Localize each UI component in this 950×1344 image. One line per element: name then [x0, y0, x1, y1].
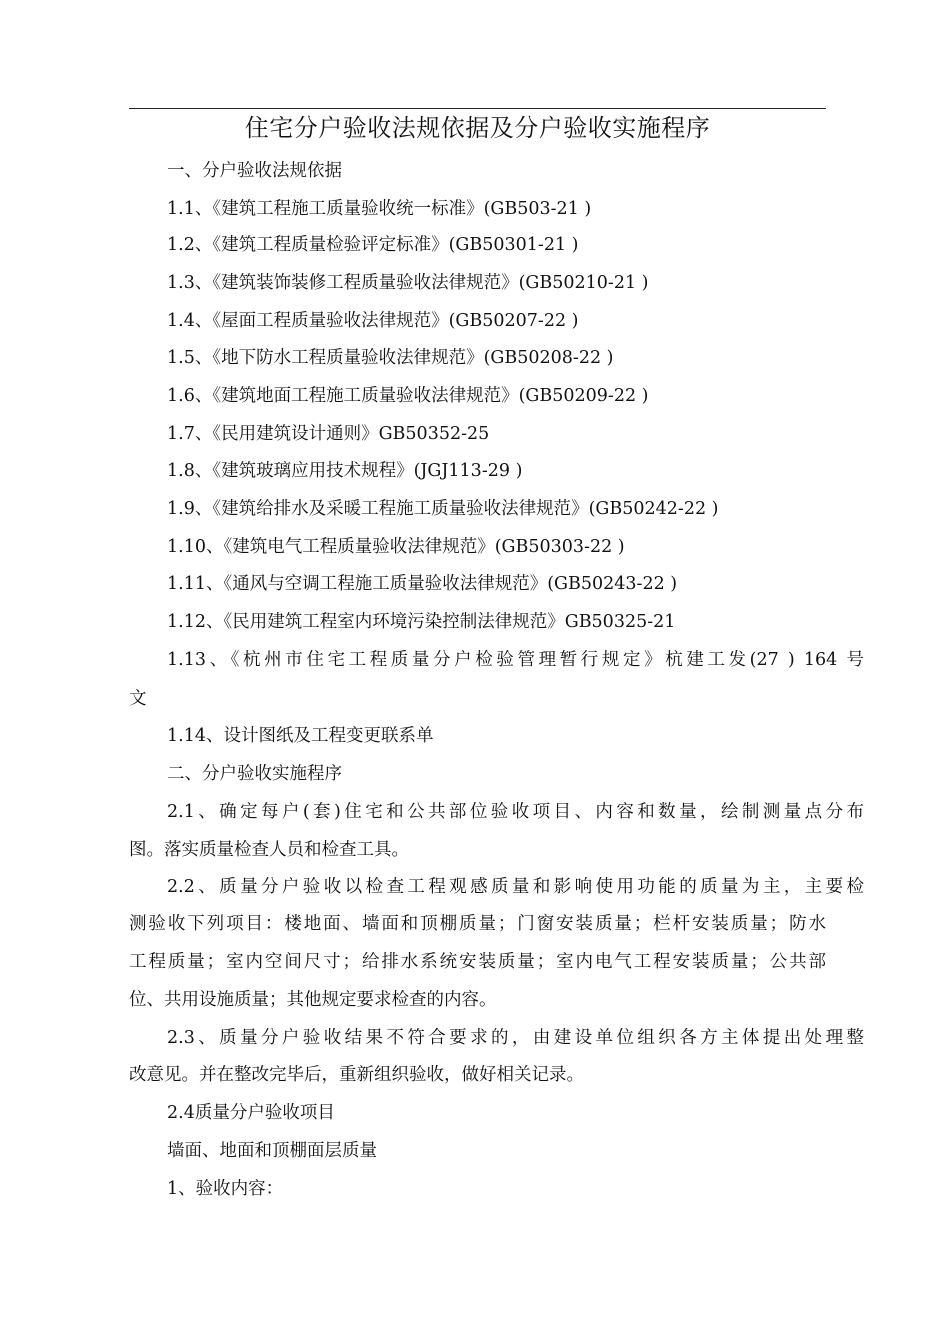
paragraph-line: 1、验收内容： — [167, 1179, 284, 1199]
page-title: 住宅分户验收法规依据及分户验收实施程序 — [244, 114, 711, 142]
section-heading-2: 二、分户验收实施程序 — [167, 764, 342, 784]
paragraph-line: 位、共用设施质量；其他规定要求检查的内容。 — [129, 990, 497, 1010]
list-item: 1.10、《建筑电气工程质量验收法律规范》(GB50303-22 ) — [167, 537, 625, 557]
paragraph-line: 2.1、确定每户(套)住宅和公共部位验收项目、内容和数量，绘制测量点分布 — [167, 802, 864, 822]
paragraph-line: 改意见。并在整改完毕后，重新组织验收，做好相关记录。 — [129, 1065, 584, 1085]
list-item-continuation: 文 — [129, 689, 147, 709]
list-item: 1.13、《杭州市住宅工程质量分户检验管理暂行规定》杭建工发(27 ) 164 号 — [167, 650, 864, 670]
list-item: 1.2、《建筑工程质量检验评定标准》(GB50301-21 ) — [167, 235, 579, 255]
list-item: 1.12、《民用建筑工程室内环境污染控制法律规范》GB50325-21 — [167, 612, 676, 632]
list-item: 1.14、设计图纸及工程变更联系单 — [167, 726, 434, 746]
list-item: 1.11、《通风与空调工程施工质量验收法律规范》(GB50243-22 ) — [167, 574, 678, 594]
list-item: 1.3、《建筑装饰装修工程质量验收法律规范》(GB50210-21 ) — [167, 273, 649, 293]
paragraph-line: 工程质量；室内空间尺寸；给排水系统安装质量；室内电气工程安装质量；公共部 — [129, 952, 826, 972]
paragraph-line: 墙面、地面和顶棚面层质量 — [167, 1141, 377, 1161]
list-item: 1.9、《建筑给排水及采暖工程施工质量验收法律规范》(GB50242-22 ) — [167, 499, 719, 519]
paragraph-line: 测验收下列项目：楼地面、墙面和顶棚质量；门窗安装质量；栏杆安装质量；防水 — [129, 914, 826, 934]
list-item: 1.6、《建筑地面工程施工质量验收法律规范》(GB50209-22 ) — [167, 386, 649, 406]
list-item: 1.1、《建筑工程施工质量验收统一标准》(GB503-21 ) — [167, 199, 592, 219]
list-item: 1.7、《民用建筑设计通则》GB50352-25 — [167, 424, 490, 444]
paragraph-line: 图。落实质量检查人员和检查工具。 — [129, 840, 409, 860]
list-item: 1.5、《地下防水工程质量验收法律规范》(GB50208-22 ) — [167, 348, 614, 368]
paragraph-line: 2.2、质量分户验收以检查工程观感质量和影响使用功能的质量为主，主要检 — [167, 877, 864, 897]
paragraph-line: 2.3、质量分户验收结果不符合要求的，由建设单位组织各方主体提出处理整 — [167, 1028, 864, 1048]
list-item: 1.4、《屋面工程质量验收法律规范》(GB50207-22 ) — [167, 311, 579, 331]
section-heading-1: 一、分户验收法规依据 — [167, 161, 342, 181]
header-rule — [129, 108, 826, 109]
list-item: 1.8、《建筑玻璃应用技术规程》(JGJ113-29 ) — [167, 461, 523, 481]
subsection-heading: 2.4质量分户验收项目 — [167, 1103, 335, 1123]
